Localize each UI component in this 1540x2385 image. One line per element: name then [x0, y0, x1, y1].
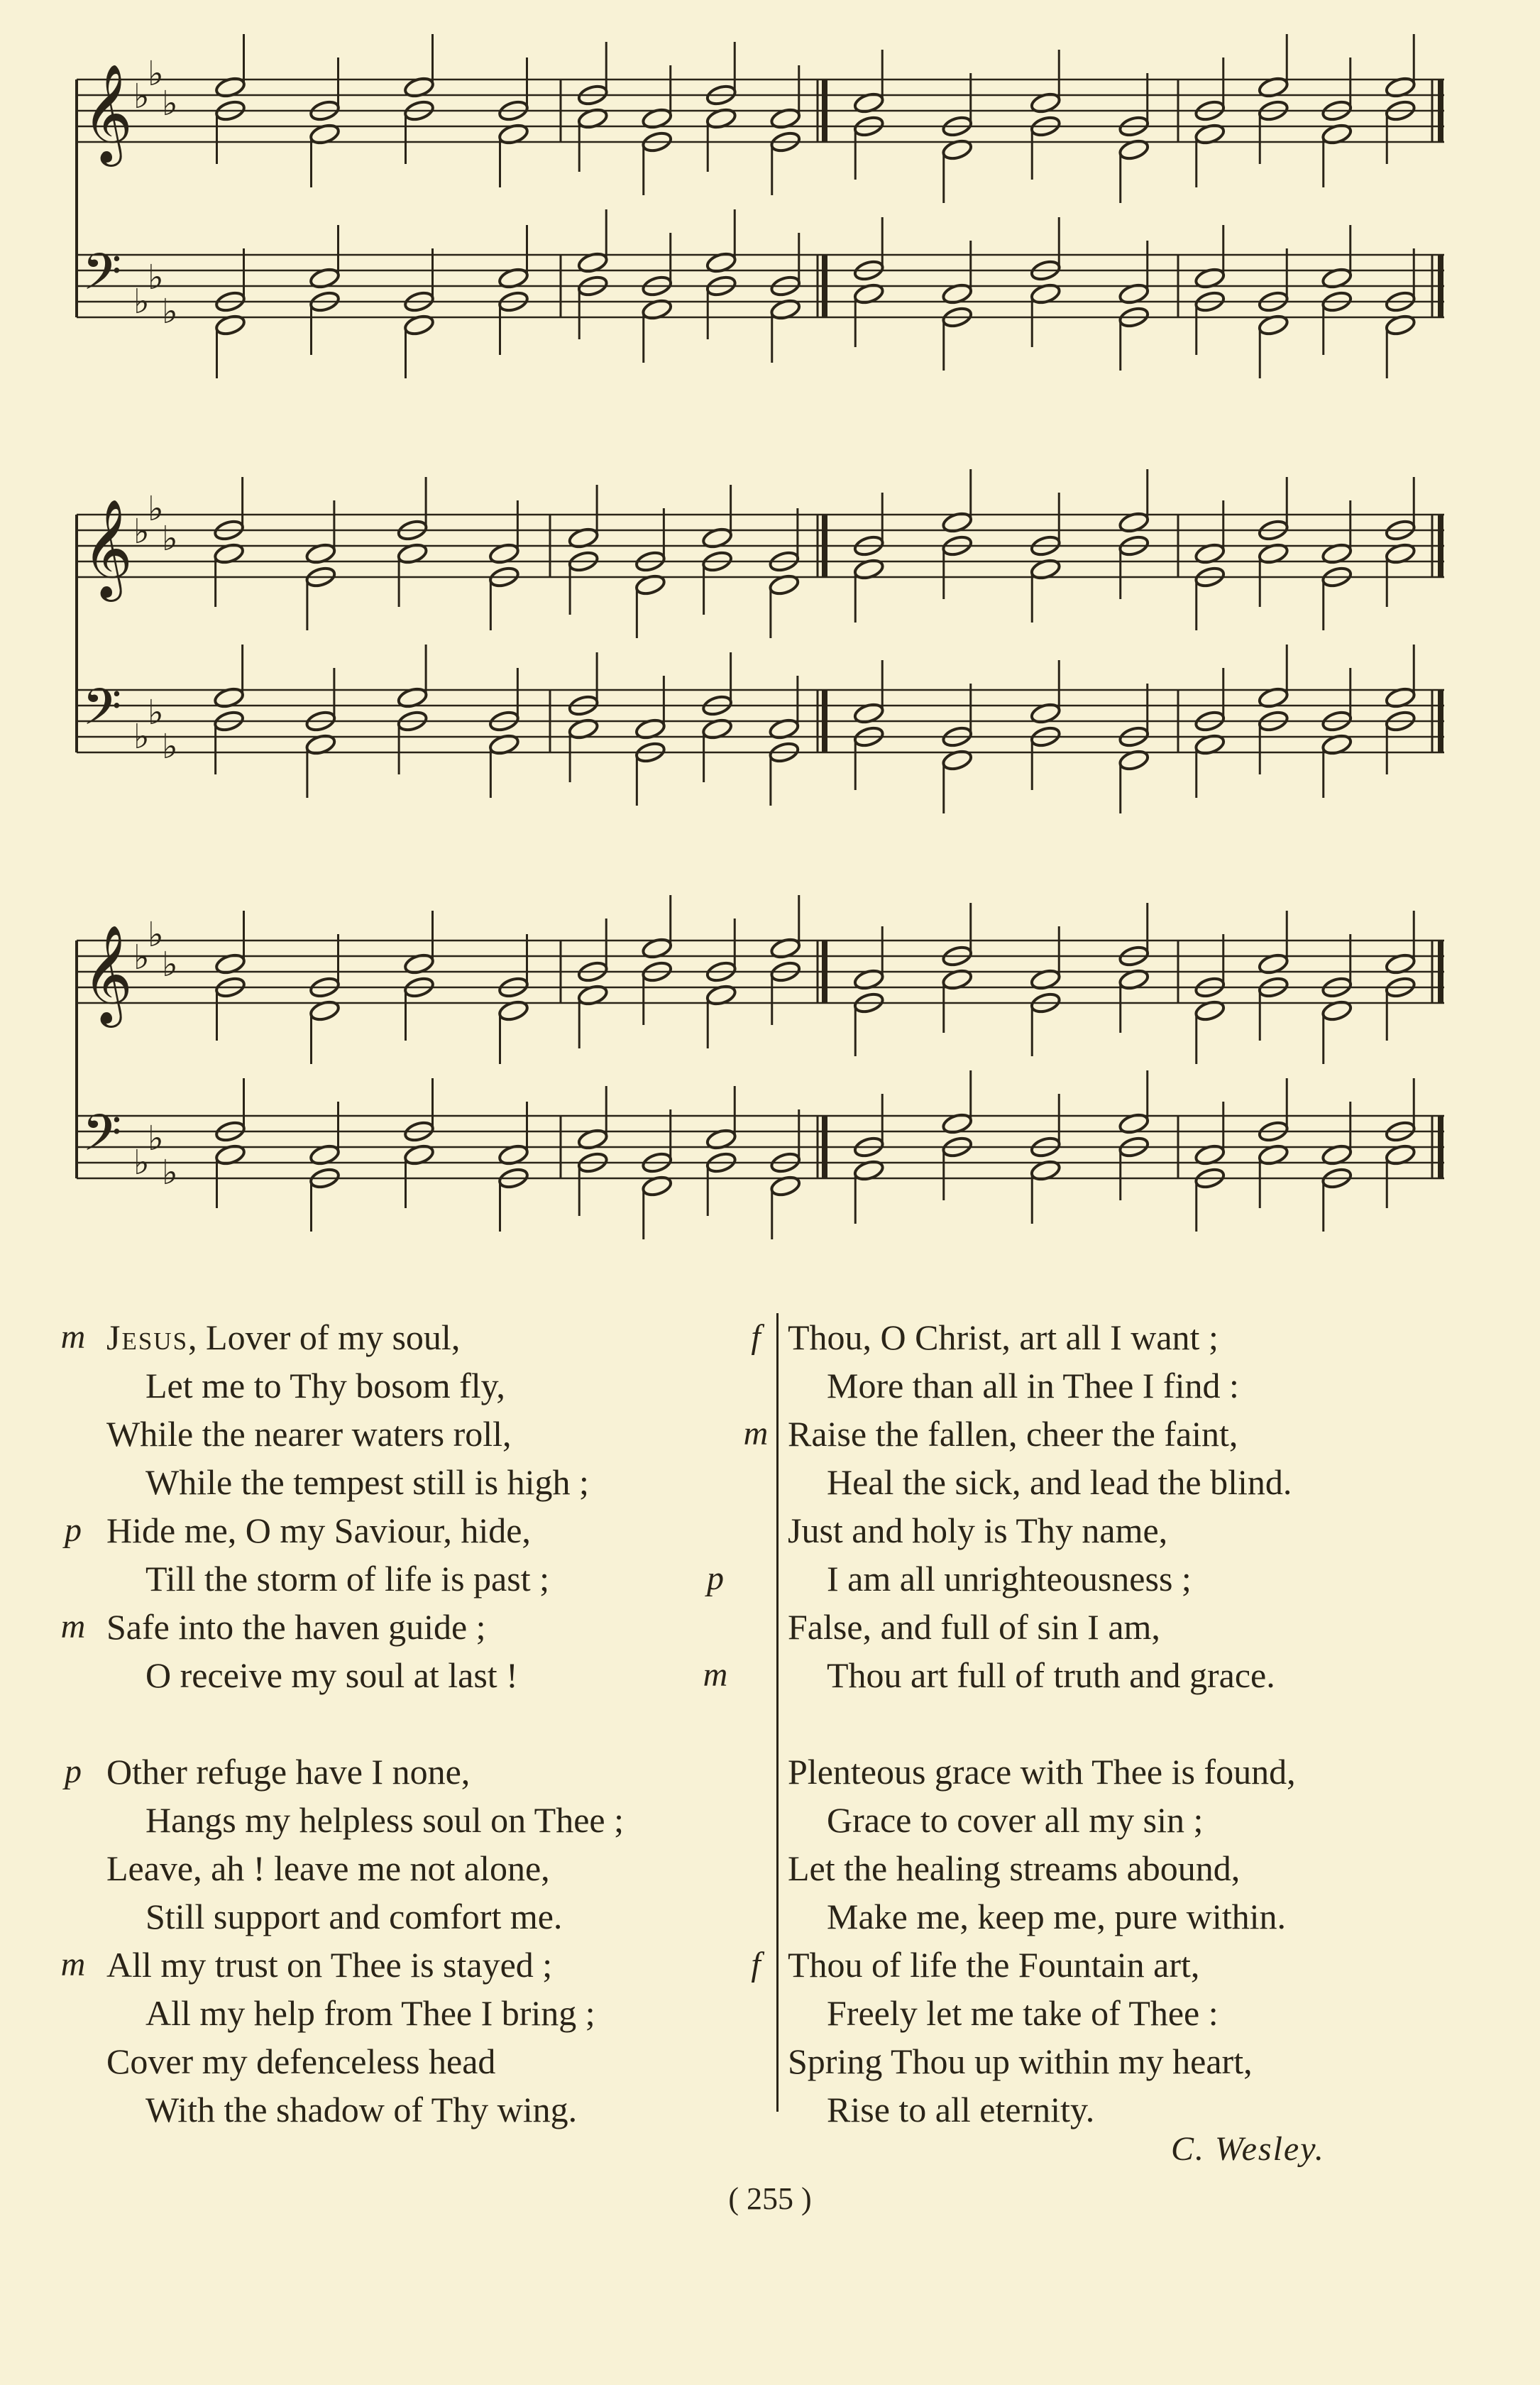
first-word: Jesus [106, 1317, 189, 1357]
line-text: Let me to Thy bosom fly, [145, 1366, 505, 1405]
treble-clef: 𝄞 [82, 64, 133, 163]
line-text: Other refuge have I none, [106, 1752, 471, 1792]
flat-sign: ♭ [148, 1119, 164, 1158]
line-text: More than all in Thee I find : [827, 1366, 1239, 1405]
line-text: False, and full of sin I am, [788, 1607, 1160, 1647]
line-text: Let the healing streams abound, [788, 1848, 1241, 1888]
bass-clef: 𝄢 [82, 678, 122, 749]
line-text: Thou art full of truth and grace. [827, 1655, 1275, 1695]
dynamic-mark: p [707, 1559, 724, 1597]
verse-line [106, 1410, 774, 1458]
verse-line [60, 1941, 774, 1989]
verse-line [788, 1748, 1483, 1796]
flat-sign: ♭ [148, 915, 164, 955]
author-credit: C. Wesley. [1171, 2130, 1325, 2168]
stanza-2 [60, 1748, 774, 2134]
flat-sign: ♭ [148, 258, 164, 297]
flat-sign: ♭ [162, 727, 178, 767]
flat-sign: ♭ [148, 54, 164, 94]
flat-sign: ♭ [133, 282, 150, 322]
line-text: Rise to all eternity. [827, 2090, 1095, 2129]
verse-line [106, 1844, 774, 1892]
verse-line [788, 1892, 1483, 1941]
verse-line [106, 1989, 774, 2037]
stanza-1 [60, 1313, 774, 1699]
verse-line [106, 1651, 774, 1699]
line-text: Still support and comfort me. [145, 1897, 563, 1936]
line-text: While the nearer waters roll, [106, 1414, 512, 1454]
stanza-4 [751, 1748, 1483, 2134]
line-text: Raise the fallen, cheer the faint, [788, 1414, 1238, 1454]
verse-line [65, 1506, 774, 1555]
line-text: O receive my soul at last ! [145, 1655, 518, 1695]
line-text: Freely let me take of Thee : [827, 1993, 1219, 2033]
dynamic-mark: m [60, 1946, 86, 1983]
line-text: Safe into the haven guide ; [106, 1607, 486, 1647]
dynamic-mark: p [65, 1511, 82, 1549]
treble-clef: 𝄞 [82, 499, 133, 598]
page-number: ( 255 ) [728, 2181, 812, 2216]
line-text: Leave, ah ! leave me not alone, [106, 1848, 550, 1888]
line-text: Thou, O Christ, art all I want ; [788, 1317, 1219, 1357]
line-text: Hide me, O my Saviour, hide, [106, 1510, 531, 1550]
verse-line [788, 1989, 1483, 2037]
flat-sign: ♭ [162, 519, 178, 559]
line-text: Make me, keep me, pure within. [827, 1897, 1287, 1936]
verse-line [788, 1796, 1483, 1844]
dynamic-mark: m [60, 1608, 86, 1645]
verse-line [60, 1603, 774, 1651]
verse-line [106, 1796, 774, 1844]
verse-line [106, 2085, 774, 2134]
flat-sign: ♭ [133, 512, 150, 552]
line-text: Spring Thou up within my heart, [788, 2041, 1253, 2081]
dynamic-mark: m [60, 1318, 86, 1356]
verse-line [106, 1555, 774, 1603]
line-text: Heal the sick, and lead the blind. [827, 1462, 1292, 1502]
right-column [703, 1313, 1483, 2134]
verse-line [788, 2085, 1483, 2134]
flat-sign: ♭ [162, 1153, 178, 1192]
verse-line [788, 1844, 1483, 1892]
verse-line [65, 1748, 774, 1796]
line-text: Thou of life the Fountain art, [788, 1945, 1200, 1985]
dynamic-mark: f [751, 1946, 761, 1983]
verse-line [788, 1506, 1483, 1555]
column-divider [776, 1313, 779, 2112]
flat-sign: ♭ [133, 77, 150, 116]
verse-line [707, 1555, 1483, 1603]
flat-sign: ♭ [162, 292, 178, 331]
verse-line [743, 1410, 1483, 1458]
flat-sign: ♭ [133, 717, 150, 757]
bass-clef: 𝄢 [82, 243, 122, 314]
verse-line [751, 1941, 1483, 1989]
dynamic-mark: p [65, 1753, 82, 1790]
line-text: While the tempest still is high ; [145, 1462, 589, 1502]
verse-line [106, 2037, 774, 2085]
verse-line [60, 1313, 774, 1361]
line-text: With the shadow of Thy wing. [145, 2090, 578, 2129]
stanza-3 [703, 1313, 1483, 1699]
line-text: Grace to cover all my sin ; [827, 1800, 1204, 1840]
dynamic-mark: m [703, 1656, 728, 1694]
left-column [60, 1313, 774, 2134]
line-text: Till the storm of life is past ; [145, 1559, 549, 1599]
line-text: I am all unrighteousness ; [827, 1559, 1192, 1599]
verse-line [106, 1361, 774, 1410]
verse-line [703, 1651, 1483, 1699]
line-text: Plenteous grace with Thee is found, [788, 1752, 1296, 1792]
flat-sign: ♭ [133, 1143, 150, 1183]
line-text: All my help from Thee I bring ; [145, 1993, 595, 2033]
flat-sign: ♭ [133, 938, 150, 977]
treble-clef: 𝄞 [82, 925, 133, 1024]
dynamic-mark: f [751, 1318, 761, 1356]
flat-sign: ♭ [162, 945, 178, 985]
line-text: Hangs my helpless soul on Thee ; [145, 1800, 624, 1840]
verse-line [106, 1892, 774, 1941]
verse-line [788, 1603, 1483, 1651]
dynamic-mark: m [743, 1415, 769, 1452]
flat-sign: ♭ [148, 693, 164, 733]
verse-line [788, 2037, 1483, 2085]
bass-clef: 𝄢 [82, 1104, 122, 1175]
line-text: Just and holy is Thy name, [788, 1510, 1168, 1550]
verse-line [788, 1458, 1483, 1506]
line-text: Cover my defenceless head [106, 2041, 496, 2081]
flat-sign: ♭ [162, 84, 178, 124]
verse-line [751, 1313, 1483, 1361]
verse-line [788, 1361, 1483, 1410]
flat-sign: ♭ [148, 489, 164, 529]
line-text: , Lover of my soul, [188, 1317, 461, 1357]
line-text: All my trust on Thee is stayed ; [106, 1945, 553, 1985]
verse-line [106, 1458, 774, 1506]
hymn-text [0, 1313, 1540, 2385]
